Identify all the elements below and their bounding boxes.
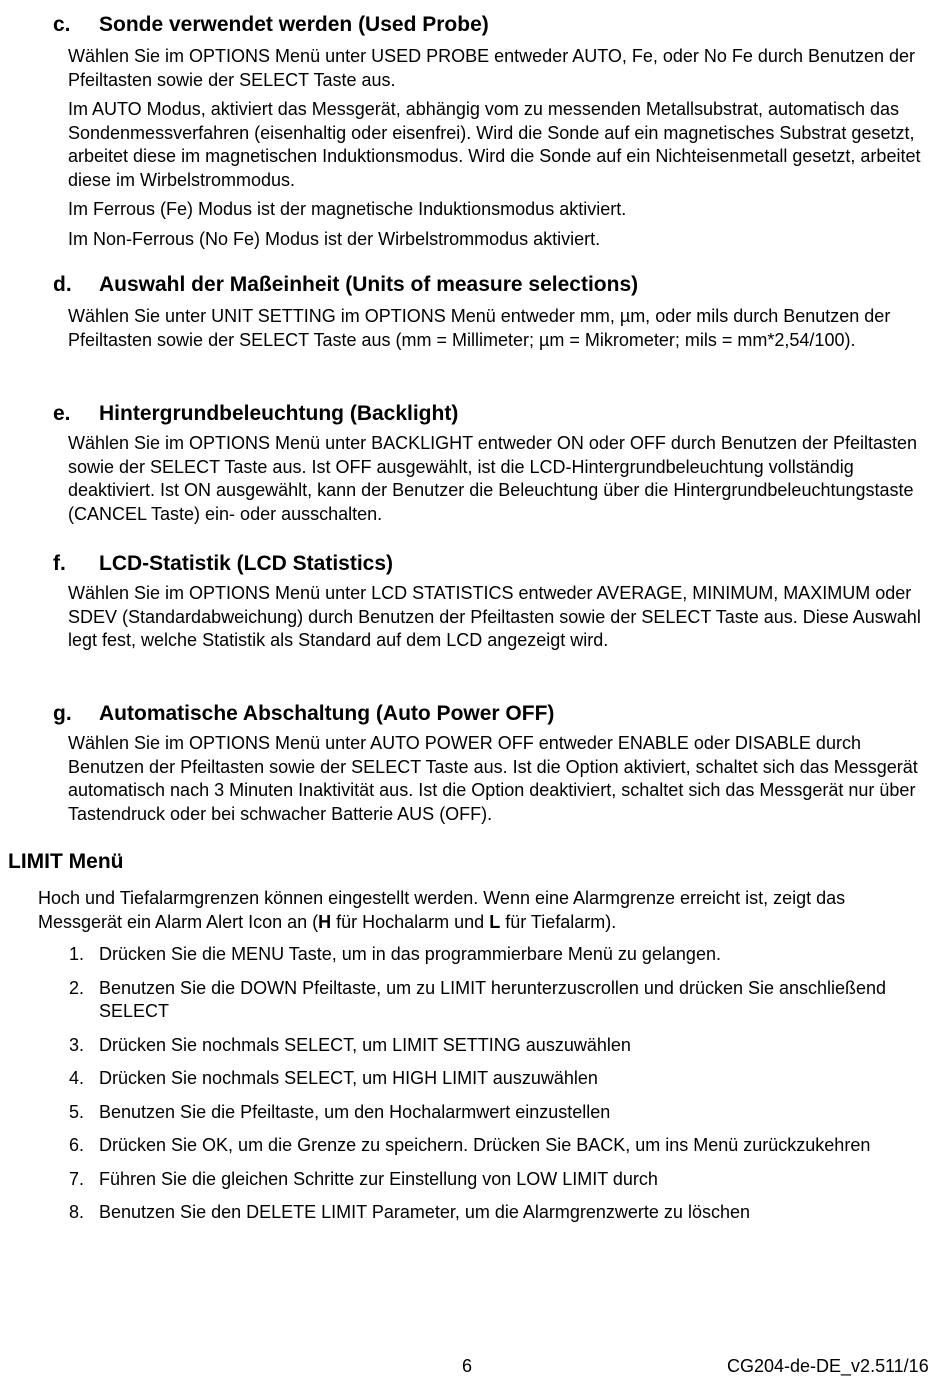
document-id: CG204-de-DE_v2.5 — [727, 1356, 886, 1376]
section-title: Automatische Abschaltung (Auto Power OFF) — [99, 702, 555, 725]
low-alarm-letter: L — [489, 911, 501, 932]
step-text: Benutzen Sie die DOWN Pfeiltaste, um zu LIMIT herunterzuscrollen und drücken Sie anschließend SELECT — [99, 977, 887, 1021]
page-number: 6 — [462, 1356, 473, 1376]
intro-text: für Tiefalarm). — [500, 911, 617, 932]
list-item — [69, 977, 929, 1024]
list-item — [69, 1034, 929, 1058]
paragraph: Wählen Sie im OPTIONS Menü unter USED PROBE entweder AUTO, Fe, oder No Fe durch Benutzen der Pfeiltasten sowie der SELECT Taste aus. — [68, 46, 916, 90]
paragraph: Wählen Sie im OPTIONS Menü unter LCD STATISTICS entweder AVERAGE, MINIMUM, MAXIMUM oder SDEV (Standardabweichung) durch Benutzen der Pfeiltasten sowie der SELECT Taste aus. Diese Auswahl legt fest, welche Statistik als Standard auf dem LCD angezeigt wird. — [68, 583, 921, 650]
step-text: Führen Sie die gleichen Schritte zur Einstellung von LOW LIMIT durch — [99, 1168, 658, 1189]
limit-menu-heading: LIMIT Menü — [8, 850, 124, 873]
step-text: Drücken Sie nochmals SELECT, um HIGH LIMIT auszuwählen — [99, 1068, 598, 1088]
section-body — [68, 582, 928, 653]
list-item — [69, 1067, 929, 1091]
step-number: 3. — [69, 1034, 85, 1055]
section-body — [68, 432, 934, 526]
step-number: 2. — [69, 977, 85, 998]
step-text: Drücken Sie nochmals SELECT, um LIMIT SETTING auszuwählen — [99, 1034, 631, 1055]
section-title: Sonde verwendet werden (Used Probe) — [99, 13, 489, 36]
section-body — [68, 45, 928, 251]
paragraph: Im AUTO Modus, aktiviert das Messgerät, abhängig vom zu messenden Metallsubstrat, automatisch das Sondenmessverfahren (eisenhaltig oder eisenfrei). Wird die Sonde auf ein magnetisches Substrat gesetzt, arbeitet diese im magnetischen Induktionsmodus. Wird die Sonde auf ein Nichteisenmetall gesetzt, arbeitet diese im Wirbelstrommodus. — [68, 99, 921, 190]
step-number: 5. — [69, 1101, 85, 1122]
step-number: 7. — [69, 1168, 85, 1189]
list-item — [69, 1134, 929, 1158]
step-number: 6. — [69, 1135, 85, 1155]
intro-text: für Hochalarm und — [331, 911, 490, 932]
step-text: Drücken Sie die MENU Taste, um in das programmierbare Menü zu gelangen. — [99, 944, 721, 964]
step-text: Drücken Sie OK, um die Grenze zu speichern. Drücken Sie BACK, um ins Menü zurückzukehren — [99, 1135, 871, 1155]
list-item — [69, 943, 929, 967]
section-letter: f. — [53, 552, 66, 575]
document-date: 11/16 — [885, 1356, 929, 1376]
paragraph: Wählen Sie unter UNIT SETTING im OPTIONS Menü entweder mm, µm, oder mils durch Benutzen der Pfeiltasten sowie der SELECT Taste aus (mm = Millimeter; µm = Mikrometer; mils = mm*2,54/100). — [68, 306, 891, 350]
section-letter: g. — [53, 702, 72, 725]
list-item — [69, 1201, 929, 1225]
step-number: 1. — [69, 944, 85, 964]
step-text: Benutzen Sie den DELETE LIMIT Parameter, um die Alarmgrenzwerte zu löschen — [99, 1202, 750, 1222]
section-letter: e. — [53, 402, 71, 425]
high-alarm-letter: H — [318, 911, 332, 932]
paragraph: Wählen Sie im OPTIONS Menü unter AUTO POWER OFF entweder ENABLE oder DISABLE durch Benutzen der Pfeiltasten sowie der SELECT Taste aus. Ist die Option aktiviert, schaltet sich das Messgerät automatisch nach 3 Minuten Inaktivität aus. Ist die Option deaktiviert, schaltet sich das Messgerät nur über Tastendruck oder bei schwacher Batterie AUS (OFF). — [68, 733, 918, 824]
step-number: 4. — [69, 1068, 85, 1088]
section-title: Auswahl der Maßeinheit (Units of measure selections) — [99, 273, 639, 296]
section-letter: d. — [53, 273, 72, 296]
section-letter: c. — [53, 13, 71, 36]
list-item — [69, 1101, 929, 1125]
section-body — [68, 732, 928, 826]
paragraph: Im Non-Ferrous (No Fe) Modus ist der Wirbelstrommodus aktiviert. — [68, 228, 601, 249]
limit-steps-list — [69, 943, 929, 1225]
list-item — [69, 1168, 929, 1192]
paragraph: Im Ferrous (Fe) Modus ist der magnetische Induktionsmodus aktiviert. — [68, 199, 627, 219]
section-title: LCD-Statistik (LCD Statistics) — [99, 552, 394, 575]
step-text: Benutzen Sie die Pfeiltaste, um den Hochalarmwert einzustellen — [99, 1101, 611, 1122]
paragraph: Wählen Sie im OPTIONS Menü unter BACKLIGHT entweder ON oder OFF durch Benutzen der Pfeiltasten sowie der SELECT Taste aus. Ist OFF ausgewählt, ist die LCD-Hintergrundbeleuchtung vollständig deaktiviert. Ist ON ausgewählt, kann der Benutzer die Beleuchtung über die Hintergrundbeleuchtungstaste (CANCEL Taste) ein- oder ausschalten. — [68, 433, 918, 524]
step-number: 8. — [69, 1202, 85, 1222]
limit-menu-intro — [38, 887, 928, 934]
section-c — [53, 12, 71, 38]
section-body — [68, 305, 928, 352]
intro-text: Hoch und Tiefalarmgrenzen können eingestellt werden. Wenn eine Alarmgrenze erreicht ist, zeigt das Messgerät ein Alarm Alert Icon an ( — [38, 888, 846, 932]
section-title: Hintergrundbeleuchtung (Backlight) — [99, 402, 459, 425]
